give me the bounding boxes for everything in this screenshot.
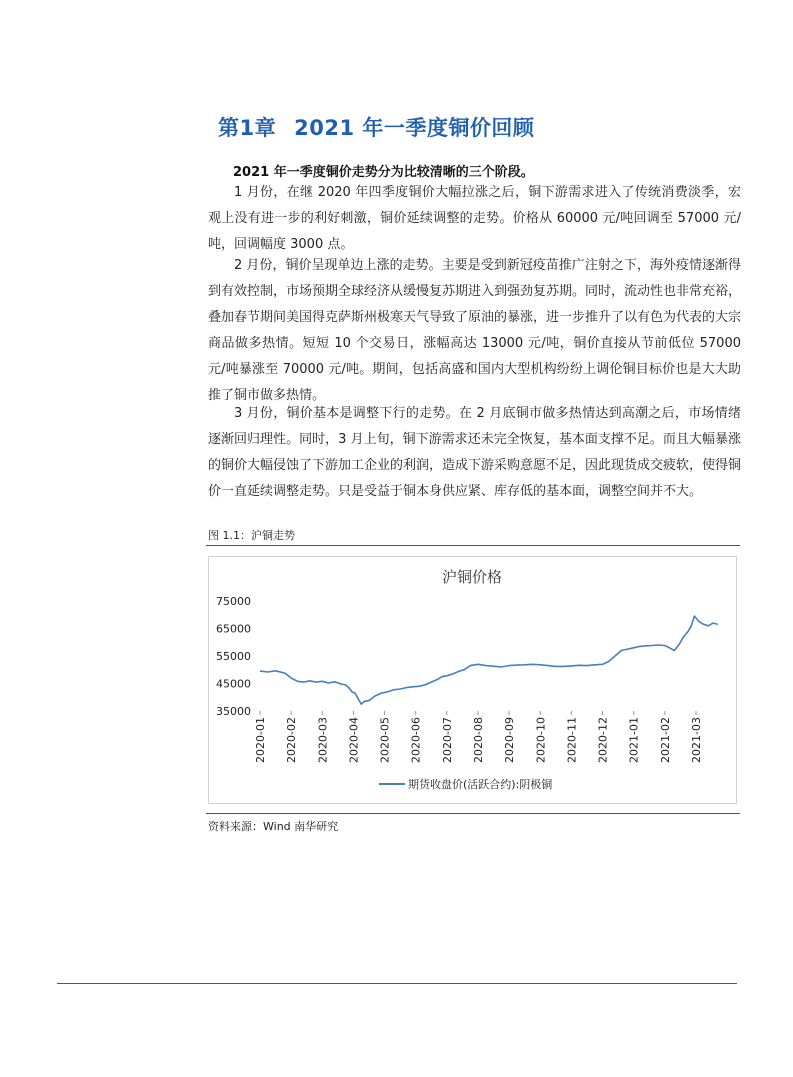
y-tick-label: 55000 — [216, 650, 251, 663]
x-tick-label: 2020-03 — [316, 717, 330, 763]
lead-sentence: 2021 年一季度铜价走势分为比较清晰的三个阶段。 — [233, 165, 534, 180]
figure-caption: 图 1.1：沪铜走势 — [208, 529, 295, 542]
legend-label: 期货收盘价(活跃合约):阴极铜 — [408, 778, 553, 791]
y-tick-label: 35000 — [216, 705, 251, 718]
x-tick-label: 2020-10 — [534, 717, 548, 763]
x-tick-label: 2021-02 — [658, 717, 672, 763]
chart-title: 沪铜价格 — [441, 568, 503, 586]
chapter-heading: 2021 年一季度铜价回顾 — [294, 116, 535, 140]
copper-price-chart — [208, 556, 737, 804]
x-tick-label: 2020-01 — [254, 717, 267, 763]
x-tick-label: 2020-07 — [440, 717, 454, 763]
x-tick-label: 2020-02 — [285, 717, 299, 763]
figure-source: 资料来源：Wind 南华研究 — [208, 820, 339, 833]
chapter-number: 第1章 — [218, 116, 277, 140]
paragraph-march: 3 月份，铜价基本是调整下行的走势。在 2 月底铜市做多热情达到高潮之后，市场情绪逐渐回归理性。同时，3 月上旬，铜下游需求还未完全恢复，基本面支撑不足。而且大幅暴涨的铜价大幅侵蚀了下游加工企业的利润，造成下游采购意愿不足，因此现货成交疲软，使得铜价一直延续调整走势。只是受益于铜本身供应紧、库存低的基本面，调整空间并不大。 — [208, 406, 742, 499]
y-tick-label: 45000 — [216, 677, 251, 691]
x-tick-label: 2020-04 — [347, 717, 361, 763]
x-tick-label: 2021-01 — [627, 717, 641, 763]
chart-canvas — [209, 557, 736, 803]
chapter-title — [218, 112, 534, 142]
series-line — [260, 616, 718, 704]
footer-divider — [57, 983, 737, 984]
source-divider — [206, 813, 740, 814]
caption-divider — [206, 545, 740, 546]
paragraph-february: 2 月份，铜价呈现单边上涨的走势。主要是受到新冠疫苗推广注射之下，海外疫情逐渐得到有效控制，市场预期全球经济从缓慢复苏期进入到强劲复苏期。同时，流动性也非常充裕，叠加春节期间美国得克萨斯州极寒天气导致了原油的暴涨，进一步推升了以有色为代表的大宗商品做多热情。短短 10 个交易日，涨幅高达 13000 元/吨，铜价直接从节前低位 57000 元/吨暴涨至 70000 元/吨。期间，包括高盛和国内大型机构纷纷上调伦铜目标价也是大大助推了铜市做多热情。 — [208, 258, 742, 403]
x-tick-label: 2021-03 — [689, 717, 703, 763]
paragraph-january: 1 月份，在继 2020 年四季度铜价大幅拉涨之后，铜下游需求进入了传统消费淡季，宏观上没有进一步的利好刺激，铜价延续调整的走势。价格从 60000 元/吨回调至 57000 元/吨，回调幅度 3000 点。 — [208, 185, 741, 252]
y-tick-label: 75000 — [216, 595, 251, 608]
x-tick-label: 2020-12 — [596, 717, 610, 763]
x-tick-label: 2020-09 — [503, 717, 517, 763]
x-tick-label: 2020-08 — [471, 717, 485, 763]
x-tick-label: 2020-06 — [409, 717, 423, 763]
y-tick-label: 65000 — [216, 622, 251, 636]
x-tick-label: 2020-05 — [378, 717, 392, 763]
x-tick-label: 2020-11 — [565, 717, 579, 763]
